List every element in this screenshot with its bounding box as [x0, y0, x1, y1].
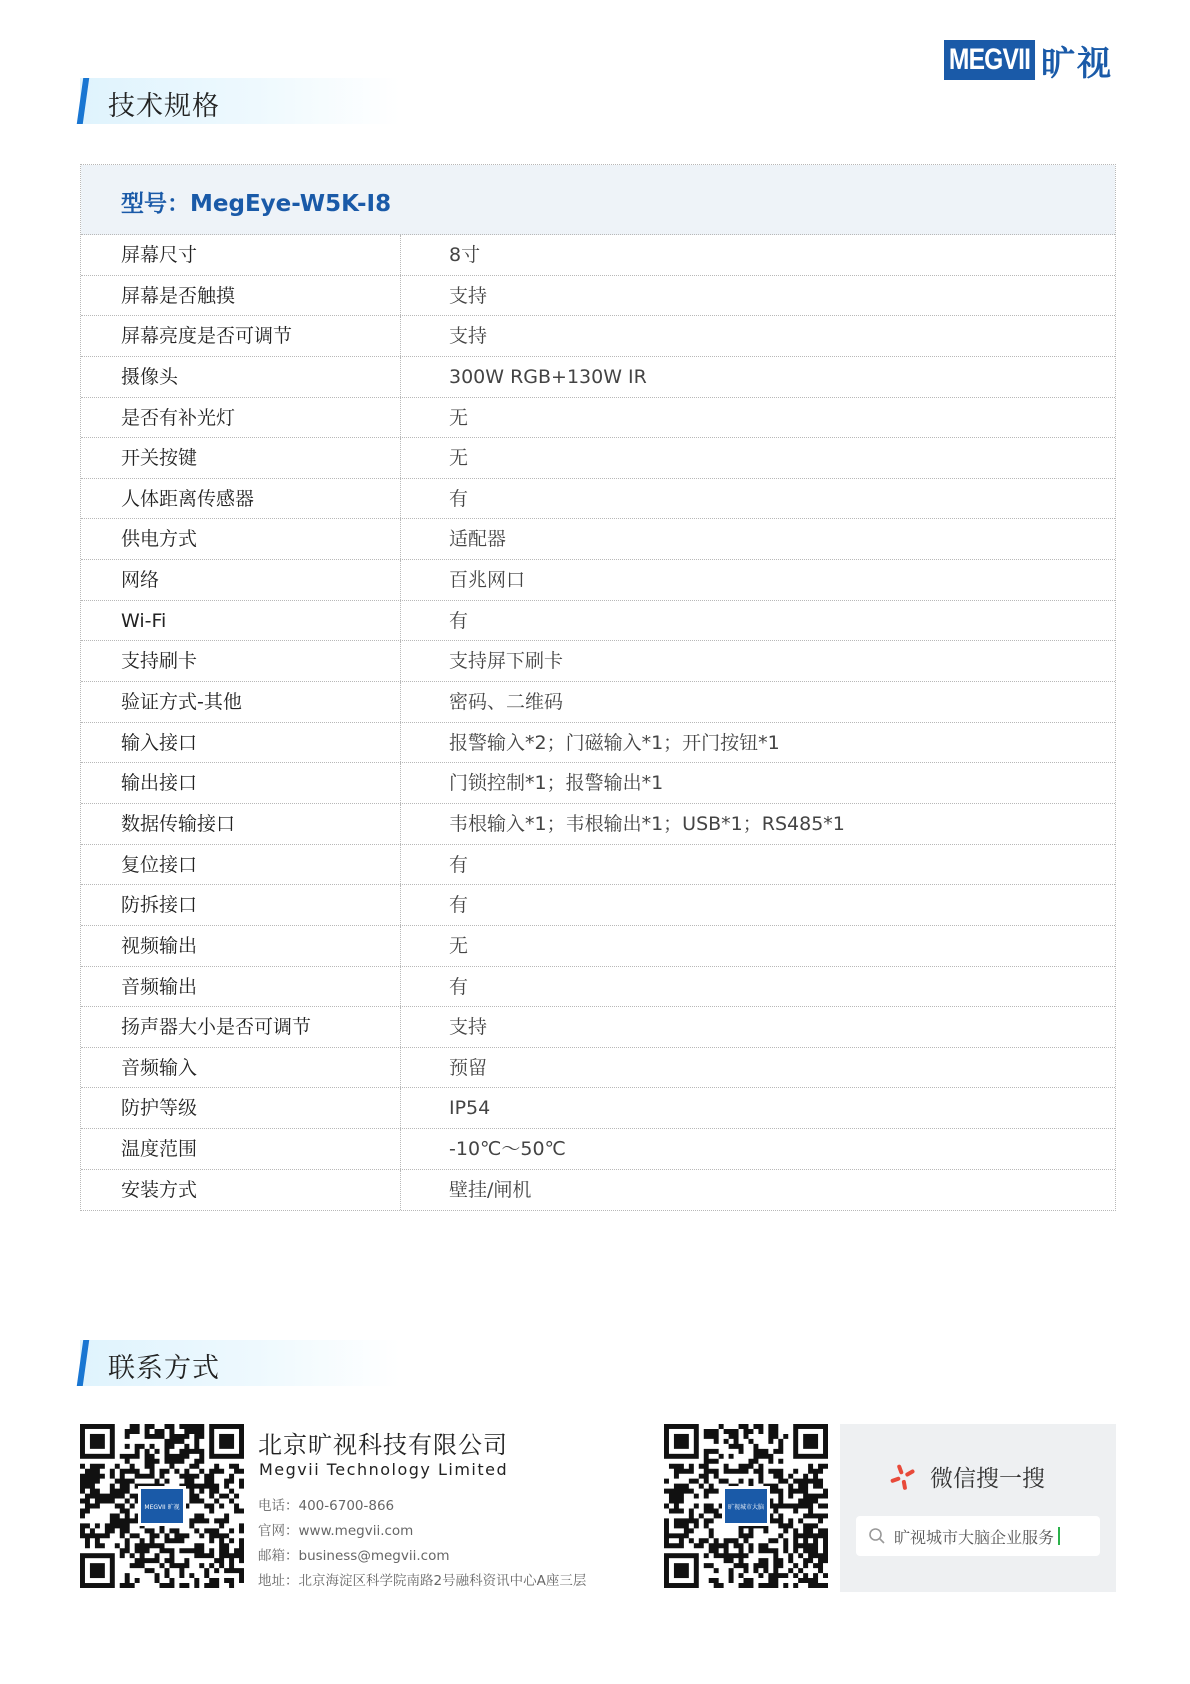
- spec-row: [81, 519, 1115, 560]
- spec-key: 屏幕是否触摸: [81, 276, 401, 316]
- spec-row: [81, 316, 1115, 357]
- contact-website: 官网：www.megvii.com: [258, 1523, 414, 1539]
- spec-value: 支持: [449, 284, 488, 307]
- spec-row: [81, 967, 1115, 1008]
- section-title-contact: 联系方式: [108, 1353, 220, 1384]
- spec-key: 输出接口: [81, 763, 401, 803]
- spec-row: [81, 1088, 1115, 1129]
- section-accent-bar: [77, 1340, 89, 1386]
- spec-value: -10℃～50℃: [449, 1138, 566, 1161]
- spec-value: 无: [449, 447, 469, 470]
- wechat-search-text: 旷视城市大脑企业服务: [894, 1527, 1055, 1547]
- spec-row: [81, 601, 1115, 642]
- spec-value: 百兆网口: [449, 569, 526, 592]
- model-label: 型号：MegEye-W5K-I8: [121, 191, 392, 217]
- spec-value: 300W RGB+130W IR: [449, 365, 647, 388]
- logo-cn: 旷视: [1041, 43, 1114, 84]
- spec-row: [81, 1048, 1115, 1089]
- spec-row: [81, 560, 1115, 601]
- qr-code-wechat: [664, 1424, 828, 1588]
- contact-address: 地址：北京海淀区科学院南路2号融科资讯中心A座三层: [258, 1573, 587, 1589]
- spec-key: 摄像头: [81, 357, 401, 397]
- spec-key: 温度范围: [81, 1129, 401, 1169]
- spec-value: 报警输入*2；门磁输入*1；开门按钮*1: [449, 731, 780, 754]
- spec-row: [81, 1170, 1115, 1211]
- spec-value: 支持: [449, 325, 488, 348]
- spec-value: 有: [449, 609, 469, 632]
- qr-code-graphic: [80, 1424, 244, 1588]
- spec-key: 音频输出: [81, 967, 401, 1007]
- spec-key: 开关按键: [81, 438, 401, 478]
- spec-key: 输入接口: [81, 723, 401, 763]
- text-cursor: [1058, 1527, 1060, 1545]
- spec-value: 有: [449, 853, 469, 876]
- spec-value: 无: [449, 406, 469, 429]
- section-title-specs: 技术规格: [108, 91, 220, 122]
- spec-key: 是否有补光灯: [81, 398, 401, 438]
- spec-value: 有: [449, 975, 469, 998]
- spec-value: 预留: [449, 1056, 488, 1079]
- contact-phone: 电话：400-6700-866: [258, 1498, 395, 1514]
- spec-key: 支持刷卡: [81, 641, 401, 681]
- spec-row: [81, 357, 1115, 398]
- spec-key: 防拆接口: [81, 885, 401, 925]
- spec-key: 安装方式: [81, 1170, 401, 1211]
- spec-row: [81, 885, 1115, 926]
- qr-code-company: [80, 1424, 244, 1588]
- spec-key: 人体距离传感器: [81, 479, 401, 519]
- spec-row: [81, 276, 1115, 317]
- spec-value: 韦根输入*1；韦根输出*1；USB*1；RS485*1: [449, 812, 845, 835]
- spec-value: 8寸: [449, 244, 481, 266]
- spec-row: [81, 1007, 1115, 1048]
- section-header-specs: [80, 78, 400, 124]
- spec-key: 网络: [81, 560, 401, 600]
- spec-value: 支持: [449, 1016, 488, 1039]
- spec-value: 支持屏下刷卡: [449, 650, 564, 673]
- spec-row: [81, 235, 1115, 276]
- search-icon: [868, 1527, 886, 1545]
- spec-row: [81, 479, 1115, 520]
- spec-row: [81, 398, 1115, 439]
- wechat-search-card: [840, 1424, 1116, 1592]
- spec-table-header: [81, 165, 1115, 235]
- wechat-search-input[interactable]: [856, 1516, 1100, 1556]
- wechat-search-icon: [888, 1462, 918, 1492]
- spec-key: 复位接口: [81, 845, 401, 885]
- company-name-en: Megvii Technology Limited: [259, 1460, 509, 1479]
- spec-value: 壁挂/闸机: [449, 1178, 532, 1201]
- spec-value: 有: [449, 894, 469, 917]
- logo-wordmark: MEGVII: [944, 40, 1035, 80]
- spec-value: 门锁控制*1；报警输出*1: [449, 772, 664, 795]
- spec-key: 屏幕尺寸: [81, 235, 401, 275]
- brand-logo: [944, 40, 1114, 84]
- spec-row: [81, 1129, 1115, 1170]
- spec-key: 验证方式-其他: [81, 682, 401, 722]
- spec-key: Wi-Fi: [81, 601, 401, 641]
- svg-text:旷视城市大脑: 旷视城市大脑: [727, 1504, 765, 1511]
- spec-value: 无: [449, 934, 469, 957]
- spec-key: 数据传输接口: [81, 804, 401, 844]
- contact-email: 邮箱：business@megvii.com: [258, 1548, 450, 1564]
- spec-value: 有: [449, 487, 469, 510]
- svg-text:MEGVII 旷视: MEGVII 旷视: [144, 1504, 180, 1511]
- spec-row: [81, 804, 1115, 845]
- spec-value: 密码、二维码: [449, 691, 564, 714]
- wechat-title-text: 微信搜一搜: [930, 1466, 1045, 1492]
- spec-key: 视频输出: [81, 926, 401, 966]
- spec-value: 适配器: [449, 528, 507, 551]
- spec-row: [81, 438, 1115, 479]
- wechat-title: [888, 1460, 1045, 1493]
- spec-key: 屏幕亮度是否可调节: [81, 316, 401, 356]
- spec-row: [81, 641, 1115, 682]
- spec-key: 音频输入: [81, 1048, 401, 1088]
- spec-table: [80, 164, 1116, 1211]
- spec-row: [81, 926, 1115, 967]
- spec-row: [81, 723, 1115, 764]
- spec-value: IP54: [449, 1097, 491, 1120]
- spec-row: [81, 763, 1115, 804]
- spec-row: [81, 845, 1115, 886]
- spec-key: 防护等级: [81, 1088, 401, 1128]
- spec-row: [81, 682, 1115, 723]
- section-accent-bar: [77, 78, 89, 124]
- spec-rows: [81, 235, 1115, 1210]
- spec-key: 供电方式: [81, 519, 401, 559]
- company-name-cn: 北京旷视科技有限公司: [258, 1431, 508, 1459]
- qr-code-graphic: [664, 1424, 828, 1588]
- spec-key: 扬声器大小是否可调节: [81, 1007, 401, 1047]
- section-header-contact: [80, 1340, 400, 1386]
